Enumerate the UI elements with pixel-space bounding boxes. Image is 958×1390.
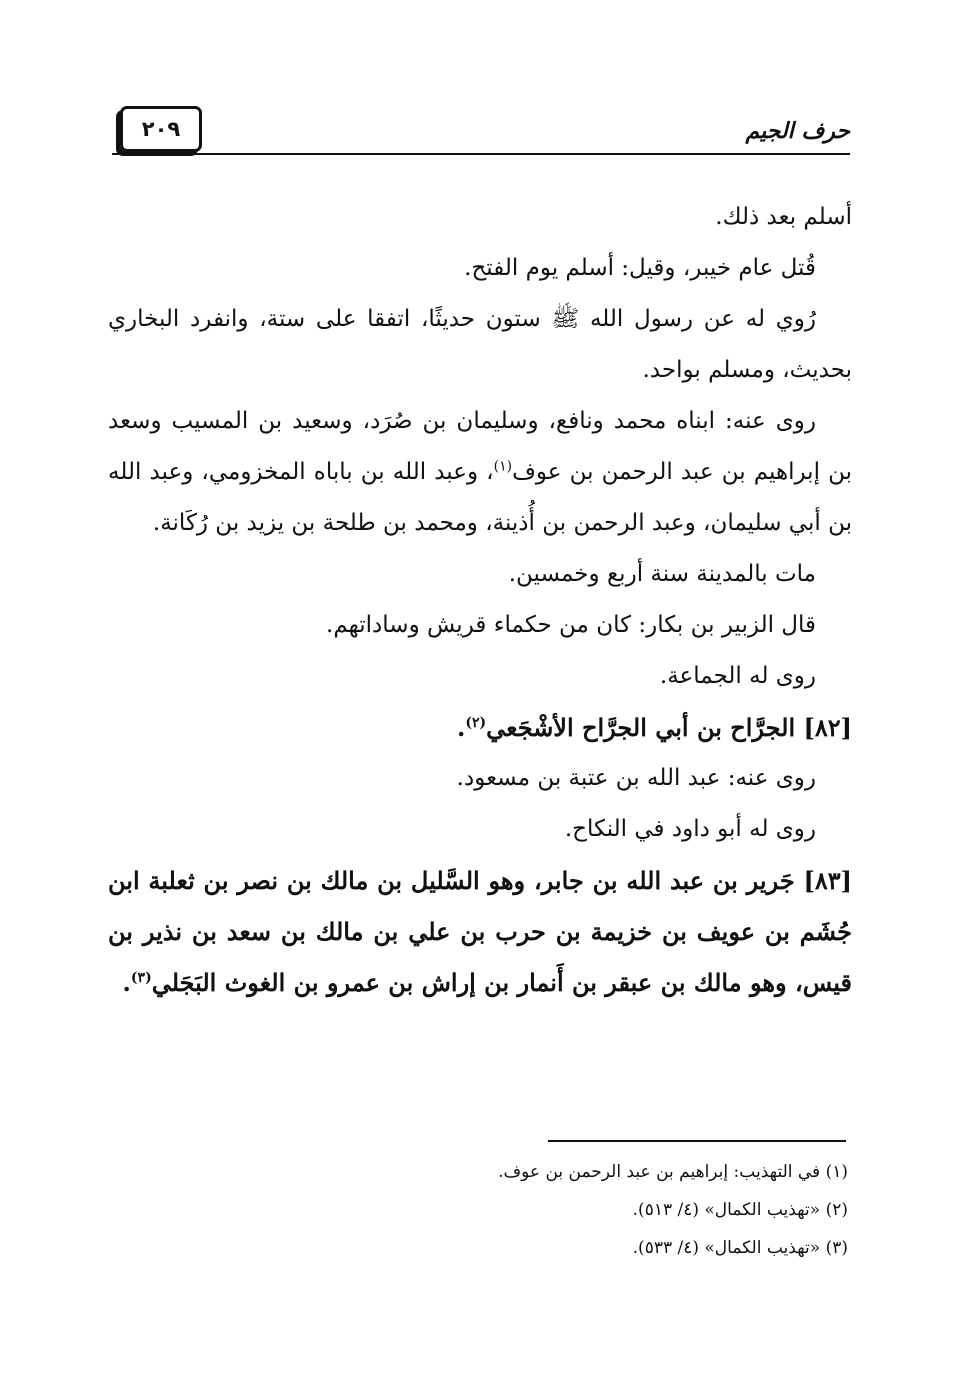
paragraph: روى له الجماعة.	[659, 663, 816, 689]
paragraph: أسلم بعد ذلك.	[715, 204, 852, 230]
entry-name: الجرَّاح بن أبي الجرَّاح الأشْجَعي	[486, 713, 796, 742]
footnote: (٣) «تهذيب الكمال» (٤/ ٥٣٣).	[632, 1238, 848, 1258]
paragraph-text: ، وعبد الله بن باباه المخزومي، وعبد الله بن أبي سليمان، وعبد الرحمن بن أُذينة، ومحمد بن طلحة بن يزيد بن رُكَانة.	[108, 459, 852, 536]
header-rule	[112, 153, 850, 155]
footnote-separator	[548, 1140, 846, 1142]
paragraph: قال الزبير بن بكار: كان من حكماء قريش وساداتهم.	[326, 612, 816, 638]
entry-heading-83: [٨٣] جَرير بن عبد الله بن جابر، وهو السَّليل بن مالك بن نصر بن ثعلبة ابن جُشَم بن عويف بن خزيمة بن حرب بن علي بن مالك بن سعد بن نذير بن قيس، وهو مالك بن عبقر بن أَنمار بن إراش بن عمرو بن الغوث البَجَلي$^{(٣)}$.	[108, 866, 853, 997]
main-text	[108, 192, 852, 1008]
paragraph	[108, 396, 852, 549]
entry-name: جَرير بن عبد الله بن جابر، وهو السَّليل بن مالك بن نصر بن ثعلبة ابن جُشَم بن عويف بن خزيمة بن حرب بن علي بن مالك بن سعد بن نذير بن قيس، وهو مالك بن عبقر بن أَنمار بن إراش بن عمرو بن الغوث البَجَلي	[108, 866, 852, 997]
paragraph: مات بالمدينة سنة أربع وخمسين.	[508, 561, 816, 587]
paragraph: روى عنه: عبد الله بن عتبة بن مسعود.	[456, 765, 816, 791]
footnote-ref: (٢)	[465, 715, 487, 731]
paragraph: قُتل عام خيبر، وقيل: أسلم يوم الفتح.	[464, 255, 816, 281]
page-header	[112, 100, 850, 158]
footnote-ref: (١)	[493, 458, 513, 475]
footnote: (١) في التهذيب: إبراهيم بن عبد الرحمن بن عوف.	[498, 1162, 848, 1182]
entry-number: [٨٢]	[803, 713, 852, 742]
footnotes	[200, 1153, 848, 1267]
running-title: حرف الجيم	[745, 118, 850, 144]
entry-heading-82: [٨٢] الجرَّاح بن أبي الجرَّاح الأشْجَعي$^{(٢)}$.	[456, 713, 852, 742]
entry-number: [٨٣]	[803, 866, 853, 895]
footnote: (٢) «تهذيب الكمال» (٤/ ٥١٣).	[632, 1200, 848, 1220]
paragraph: رُوي له عن رسول الله ﷺ ستون حديثًا، اتفقا على ستة، وانفرد البخاري بحديث، ومسلم بواحد.	[108, 306, 852, 383]
paragraph: روى له أبو داود في النكاح.	[564, 816, 816, 842]
page-number: ٢٠٩	[120, 106, 202, 152]
paragraph-text: روى عنه: ابناه محمد ونافع، وسليمان بن صُرَد، وسعيد بن المسيب وسعد بن إبراهيم بن عبد الرحمن بن عوف	[108, 408, 852, 485]
footnote-ref: (٣)	[130, 970, 152, 986]
